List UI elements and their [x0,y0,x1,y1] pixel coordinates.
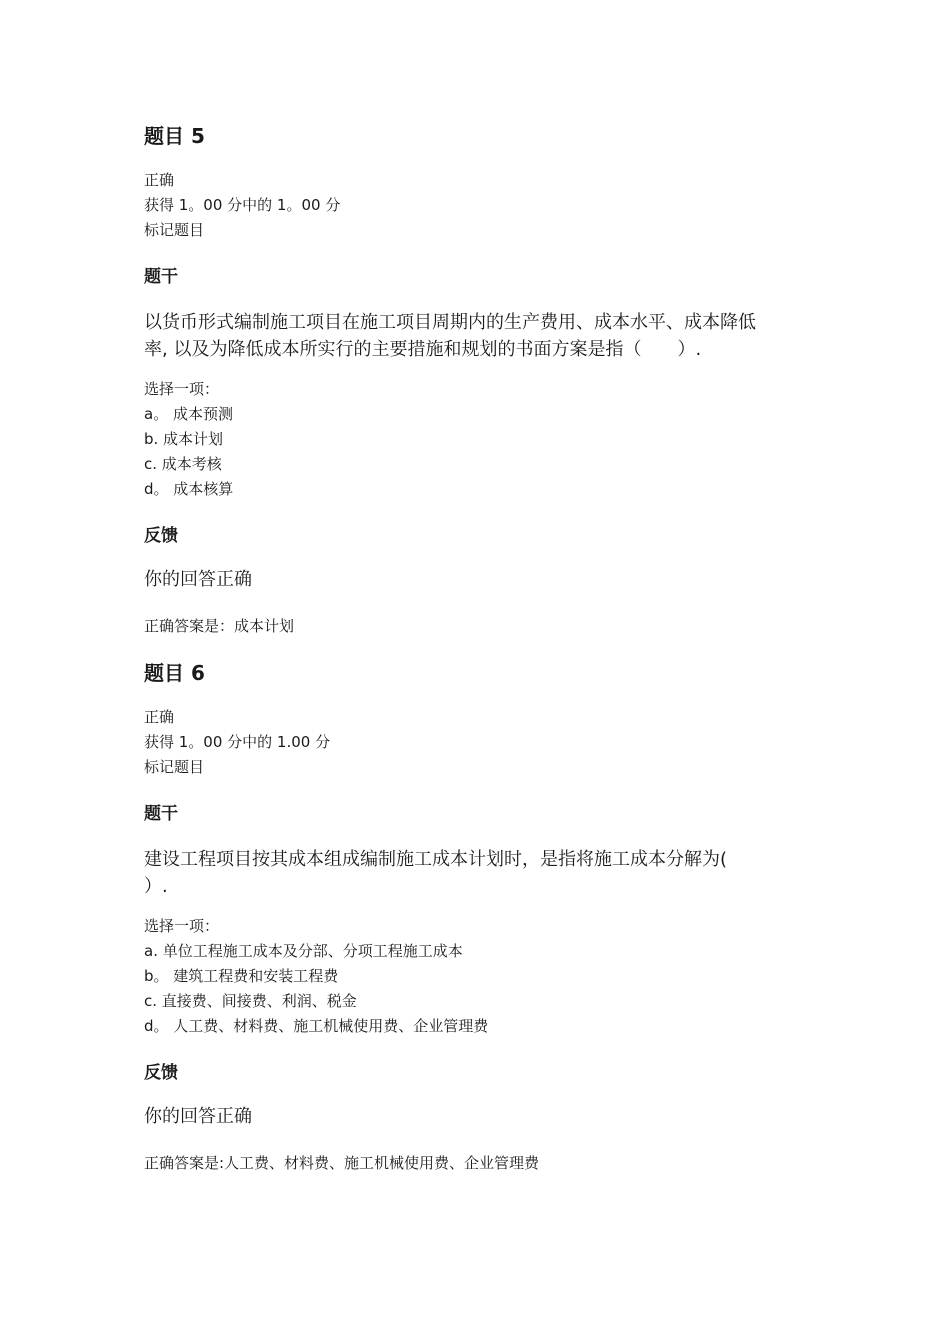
option-d[interactable]: d。 成本核算 [144,480,234,498]
question-title: 题目 6 [144,661,205,685]
stem-heading: 题干 [144,267,178,287]
stem-line: 建设工程项目按其成本组成编制施工成本计划时，是指将施工成本分解为( [144,849,728,870]
option-b[interactable]: b. 成本计划 [144,430,224,448]
option-c[interactable]: c. 直接费、间接费、利润、税金 [144,992,357,1010]
quiz-review-page [144,120,824,1176]
question-info [144,705,824,780]
option-d[interactable]: d。 人工费、材料费、施工机械使用费、企业管理费 [144,1017,489,1035]
option-a[interactable]: a。 成本预测 [144,405,233,423]
question-status: 正确 [144,171,175,189]
question-score: 获得 1。00 分中的 1。00 分 [144,196,341,214]
stem-line: ）. [144,876,168,897]
correct-answer: 正确答案是:人工费、材料费、施工机械使用费、企业管理费 [144,1154,540,1172]
feedback-text: 你的回答正确 [144,1106,252,1127]
question-block [144,657,824,1176]
option-list [144,939,824,1039]
choose-prompt: 选择一项： [144,380,220,398]
feedback-text: 你的回答正确 [144,569,252,590]
option-a[interactable]: a. 单位工程施工成本及分部、分项工程施工成本 [144,942,463,960]
question-info [144,168,824,243]
stem-line: 率, 以及为降低成本所实行的主要措施和规划的书面方案是指（ ）. [144,339,702,360]
flag-question-link[interactable]: 标记题目 [144,221,205,239]
choose-prompt: 选择一项： [144,917,220,935]
stem-heading: 题干 [144,804,178,824]
question-status: 正确 [144,708,175,726]
question-stem [144,309,824,363]
option-c[interactable]: c. 成本考核 [144,455,222,473]
feedback-heading: 反馈 [144,1063,178,1083]
flag-question-link[interactable]: 标记题目 [144,758,205,776]
question-stem [144,846,824,900]
question-block [144,120,824,639]
stem-line: 以货币形式编制施工项目在施工项目周期内的生产费用、成本水平、成本降低 [144,312,756,333]
feedback-heading: 反馈 [144,526,178,546]
option-list [144,402,824,502]
option-b[interactable]: b。 建筑工程费和安装工程费 [144,967,339,985]
question-score: 获得 1。00 分中的 1.00 分 [144,733,331,751]
correct-answer: 正确答案是：成本计划 [144,617,295,635]
question-title: 题目 5 [144,124,205,148]
